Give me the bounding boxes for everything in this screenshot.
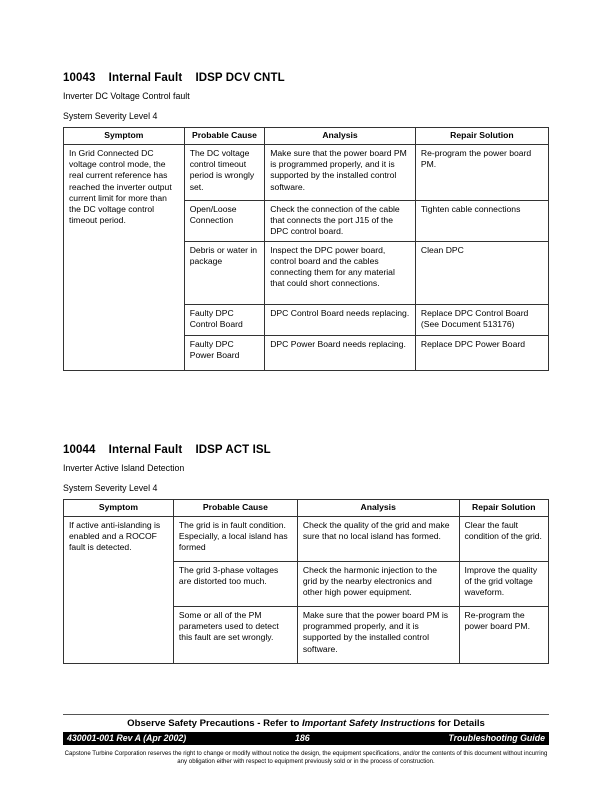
analysis-cell: Check the quality of the grid and make sure that no local island has formed.: [297, 517, 459, 562]
header-analysis: Analysis: [265, 128, 416, 145]
safety-suffix: for Details: [435, 718, 485, 729]
document-id: 430001-001 Rev A (Apr 2002): [67, 733, 187, 743]
cause-cell: The grid 3-phase voltages are distorted too much.: [173, 562, 297, 607]
repair-cell: Improve the quality of the grid voltage waveform.: [459, 562, 548, 607]
analysis-cell: Check the connection of the cable that connects the port J15 of the DPC control board.: [265, 201, 416, 242]
safety-notice: [63, 718, 549, 729]
fault-table: [63, 127, 549, 371]
repair-cell: Re-program the power board PM.: [415, 145, 548, 201]
header-repair-solution: Repair Solution: [415, 128, 548, 145]
table-header-row: [64, 500, 549, 517]
cause-cell: The grid is in fault condition. Especially, a local island has formed: [173, 517, 297, 562]
header-symptom: Symptom: [64, 128, 185, 145]
table-row: [64, 145, 549, 201]
safety-link-text: Important Safety Instructions: [302, 718, 436, 729]
guide-title: Troubleshooting Guide: [448, 733, 545, 743]
fault-description: Inverter DC Voltage Control fault: [63, 91, 190, 101]
analysis-cell: Make sure that the power board PM is programmed properly, and it is supported by the installed control software.: [297, 607, 459, 664]
cause-cell: The DC voltage control timeout period is wrongly set.: [184, 145, 264, 201]
header-repair-solution: Repair Solution: [459, 500, 548, 517]
legal-disclaimer: Capstone Turbine Corporation reserves the right to change or modify without notice the design, the equipment specifications, and/or the contents of this document without incurring any obligation either with respect to equipment previously sold or in the process of construction.: [64, 750, 548, 765]
header-probable-cause: Probable Cause: [173, 500, 297, 517]
cause-cell: Some or all of the PM parameters used to detect this fault are set wrongly.: [173, 607, 297, 664]
repair-cell: Replace DPC Power Board: [415, 335, 548, 370]
analysis-cell: Inspect the DPC power board, control board and the cables connecting them for any material that could short connections.: [265, 241, 416, 304]
fault-description: Inverter Active Island Detection: [63, 463, 185, 473]
cause-cell: Debris or water in package: [184, 241, 264, 304]
table-row: [64, 517, 549, 562]
repair-cell: Clear the fault condition of the grid.: [459, 517, 548, 562]
repair-cell: Clean DPC: [415, 241, 548, 304]
fault-severity: System Severity Level 4: [63, 111, 158, 121]
fault-section-10043: [63, 72, 549, 371]
page-number: 186: [295, 733, 310, 743]
symptom-cell: In Grid Connected DC voltage control mode, the real current reference has reached the inverter output current limit for more than the DC voltage control timeout period.: [64, 145, 185, 371]
fault-severity: System Severity Level 4: [63, 483, 158, 493]
fault-title: 10043 Internal Fault IDSP DCV CNTL: [63, 72, 285, 84]
table-header-row: [64, 128, 549, 145]
footer-divider: [63, 714, 549, 715]
cause-cell: Faulty DPC Power Board: [184, 335, 264, 370]
analysis-cell: DPC Power Board needs replacing.: [265, 335, 416, 370]
repair-cell: Tighten cable connections: [415, 201, 548, 242]
header-analysis: Analysis: [297, 500, 459, 517]
header-probable-cause: Probable Cause: [184, 128, 264, 145]
footer-bar: [63, 732, 549, 745]
cause-cell: Open/Loose Connection: [184, 201, 264, 242]
safety-prefix: Observe Safety Precautions - Refer to: [127, 718, 303, 729]
header-symptom: Symptom: [64, 500, 174, 517]
fault-title: 10044 Internal Fault IDSP ACT ISL: [63, 444, 271, 456]
analysis-cell: DPC Control Board needs replacing.: [265, 304, 416, 335]
repair-cell: Replace DPC Control Board (See Document 513176): [415, 304, 548, 335]
repair-cell: Re-program the power board PM.: [459, 607, 548, 664]
analysis-cell: Make sure that the power board PM is programmed properly, and it is supported by the installed control software.: [265, 145, 416, 201]
cause-cell: Faulty DPC Control Board: [184, 304, 264, 335]
symptom-cell: If active anti-islanding is enabled and a ROCOF fault is detected.: [64, 517, 174, 664]
fault-section-10044: [63, 444, 549, 664]
analysis-cell: Check the harmonic injection to the grid by the nearby electronics and other high power equipment.: [297, 562, 459, 607]
page-footer: [63, 714, 549, 766]
fault-table: [63, 499, 549, 664]
